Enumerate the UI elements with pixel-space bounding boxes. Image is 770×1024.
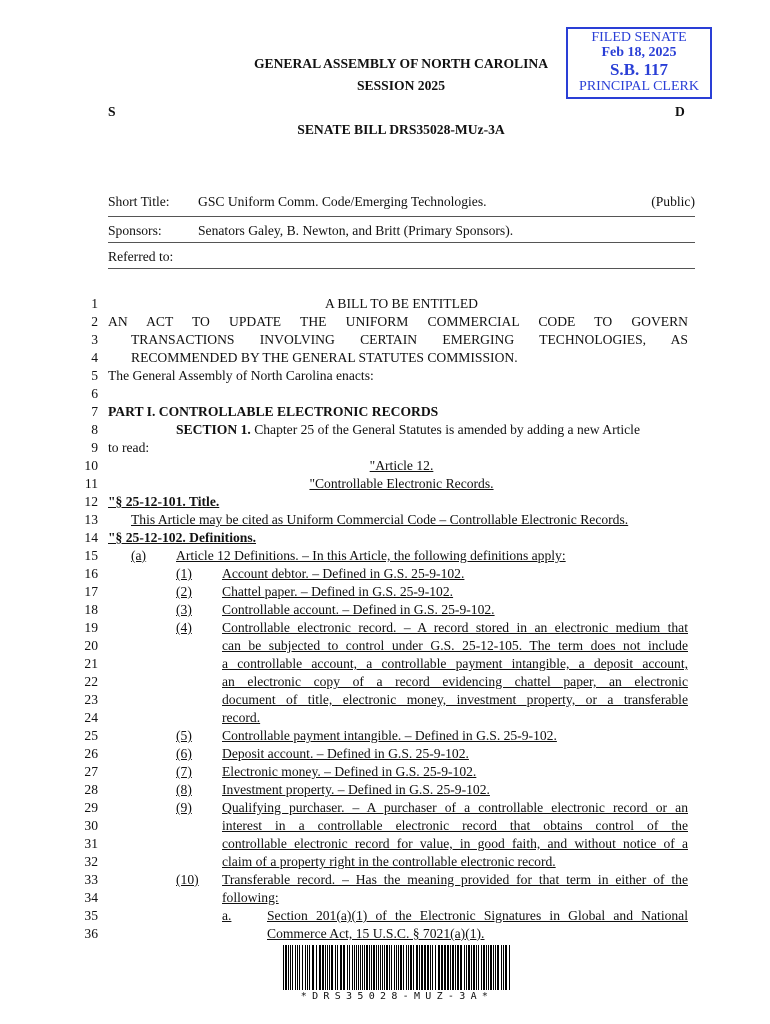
line-number: 28 — [84, 782, 98, 797]
barcode-bar — [490, 945, 492, 990]
barcode-bar — [349, 945, 350, 990]
chamber-code-left: S — [108, 104, 116, 119]
line-number: 2 — [91, 314, 98, 329]
barcode-bar — [497, 945, 499, 990]
barcode-bar — [302, 945, 303, 990]
line-number: 30 — [84, 818, 98, 833]
barcode-bar — [457, 945, 459, 990]
barcode-bar — [473, 945, 475, 990]
barcode-bar — [476, 945, 477, 990]
barcode-bar — [438, 945, 440, 990]
subitem-text: Commerce Act, 15 U.S.C. § 7021(a)(1). — [267, 926, 485, 941]
line-number: 18 — [84, 602, 98, 617]
line-number: 17 — [84, 584, 98, 599]
barcode-bar — [460, 945, 462, 990]
definition-text: following: — [222, 890, 279, 905]
line-number: 14 — [84, 530, 98, 545]
line-number: 23 — [84, 692, 98, 707]
barcode-bar — [283, 945, 284, 990]
barcode-bar — [455, 945, 456, 990]
barcode-bar — [466, 945, 467, 990]
article-number: "Article 12. — [369, 458, 434, 473]
line-number: 10 — [84, 458, 98, 473]
line-number: 22 — [84, 674, 98, 689]
definition-text: record. — [222, 710, 261, 725]
line-number: 19 — [84, 620, 98, 635]
definition-text: Controllable account. – Defined in G.S. 25-9-102. — [222, 602, 495, 617]
definition-text: a controllable account, a controllable payment intangible, a deposit account, — [222, 656, 688, 671]
line-number: 26 — [84, 746, 98, 761]
definition-text: Investment property. – Defined in G.S. 25-9-102. — [222, 782, 490, 797]
barcode-bar — [430, 945, 431, 990]
enacting-clause: The General Assembly of North Carolina enacts: — [108, 368, 374, 383]
definition-text: can be subjected to control under G.S. 25-12-105. The term does not include — [222, 638, 688, 653]
section-label: SECTION 1. — [176, 422, 251, 437]
article-title: "Controllable Electronic Records. — [309, 476, 494, 491]
subitem-text: Section 201(a)(1) of the Electronic Signatures in Global and National — [267, 908, 688, 923]
definition-number: (2) — [176, 584, 192, 599]
definition-number: (3) — [176, 602, 192, 617]
barcode-bar — [384, 945, 385, 990]
barcode-bar — [389, 945, 390, 990]
barcode-bar — [378, 945, 379, 990]
line-number: 11 — [84, 476, 98, 491]
barcode-bar — [394, 945, 395, 990]
barcode-bar — [288, 945, 289, 990]
line-number: 33 — [84, 872, 98, 887]
barcode-bar — [307, 945, 308, 990]
barcode-bar — [509, 945, 510, 990]
barcode-bar — [421, 945, 423, 990]
barcode-bar — [478, 945, 479, 990]
stamp-date: Feb 18, 2025 — [601, 45, 677, 61]
definition-number: (5) — [176, 728, 192, 743]
barcode-bar — [427, 945, 429, 990]
barcode-bar — [432, 945, 433, 990]
barcode-bar — [486, 945, 487, 990]
barcode-bar — [400, 945, 402, 990]
barcode-bar — [369, 945, 370, 990]
definition-text: Account debtor. – Defined in G.S. 25-9-102. — [222, 566, 465, 581]
line-number: 5 — [91, 368, 98, 383]
line-number: 27 — [84, 764, 98, 779]
barcode-bar — [503, 945, 504, 990]
stamp-clerk: PRINCIPAL CLERK — [579, 79, 699, 95]
barcode-bar — [505, 945, 507, 990]
barcode-bar — [305, 945, 306, 990]
line-number: 16 — [84, 566, 98, 581]
definition-text: interest in a controllable electronic record that obtains control of the — [222, 818, 688, 833]
barcode-bar — [447, 945, 449, 990]
line-number: 29 — [84, 800, 98, 815]
line-number: 34 — [84, 890, 98, 905]
barcode-bar — [309, 945, 310, 990]
barcode-bar — [403, 945, 404, 990]
barcode-bar — [373, 945, 375, 990]
line-number: 7 — [91, 404, 98, 419]
barcode-bar — [356, 945, 357, 990]
barcode-bar — [408, 945, 409, 990]
line-number: 25 — [84, 728, 98, 743]
line-number: 6 — [91, 386, 98, 401]
divider — [108, 242, 695, 243]
barcode-bar — [419, 945, 420, 990]
definition-text: Electronic money. – Defined in G.S. 25-9-102. — [222, 764, 477, 779]
bill-title: A BILL TO BE ENTITLED — [324, 296, 479, 311]
barcode-bar — [354, 945, 355, 990]
definition-number: (8) — [176, 782, 192, 797]
line-number: 31 — [84, 836, 98, 851]
barcode-bar — [471, 945, 472, 990]
definition-text: Controllable payment intangible. – Defined in G.S. 25-9-102. — [222, 728, 557, 743]
stamp-filed-label: FILED SENATE — [591, 30, 687, 45]
short-title-label: Short Title: — [108, 194, 170, 209]
barcode-bar — [322, 945, 324, 990]
session-heading: SESSION 2025 — [356, 78, 445, 93]
barcode-bar — [483, 945, 485, 990]
barcode-bar — [362, 945, 363, 990]
barcode-bar — [364, 945, 365, 990]
barcode-bar — [382, 945, 383, 990]
statute-text: This Article may be cited as Uniform Commercial Code – Controllable Electronic Records. — [131, 512, 629, 527]
definition-number: (9) — [176, 800, 192, 815]
subsection-text: Article 12 Definitions. – In this Article, the following definitions apply: — [176, 548, 566, 563]
barcode-bar — [450, 945, 451, 990]
barcode-bar — [410, 945, 412, 990]
part-heading: PART I. CONTROLLABLE ELECTRONIC RECORDS — [108, 404, 439, 419]
barcode-bar — [468, 945, 470, 990]
barcode-bar — [391, 945, 392, 990]
sponsors-value: Senators Galey, B. Newton, and Britt (Primary Sponsors). — [198, 223, 514, 238]
definition-text: Transferable record. – Has the meaning provided for that term in either of the — [222, 872, 688, 887]
barcode-bar — [366, 945, 368, 990]
barcode-bar — [416, 945, 418, 990]
line-number: 24 — [84, 710, 98, 725]
line-number: 8 — [91, 422, 98, 437]
line-number: 4 — [91, 350, 98, 365]
referred-label: Referred to: — [108, 249, 174, 264]
definition-text: an electronic copy of a record evidencing chattel paper, an electronic — [222, 674, 688, 689]
barcode-bar — [295, 945, 296, 990]
stamp-bill-number: S.B. 117 — [609, 59, 669, 79]
barcode-bar — [371, 945, 372, 990]
definition-text: document of title, electronic money, investment property, or a transferable — [222, 692, 688, 707]
barcode-bar — [299, 945, 300, 990]
barcode-bar — [352, 945, 353, 990]
barcode-bar — [285, 945, 287, 990]
barcode-bar — [327, 945, 328, 990]
assembly-heading: GENERAL ASSEMBLY OF NORTH CAROLINA — [253, 56, 549, 71]
barcode-bar — [347, 945, 348, 990]
barcode-bar — [312, 945, 314, 990]
act-title-line: TRANSACTIONS INVOLVING CERTAIN EMERGING TECHNOLOGIES, AS — [131, 332, 688, 347]
barcode-bar — [335, 945, 336, 990]
barcode-bar — [386, 945, 388, 990]
statute-heading: "§ 25-12-102. Definitions. — [108, 530, 257, 545]
short-title-value: GSC Uniform Comm. Code/Emerging Technologies. — [198, 194, 487, 209]
subsection-marker: (a) — [131, 548, 147, 563]
line-number: 20 — [84, 638, 98, 653]
barcode-bar — [441, 945, 443, 990]
subitem-marker: a. — [222, 908, 232, 923]
barcode-bar — [398, 945, 399, 990]
act-title-line: AN ACT TO UPDATE THE UNIFORM COMMERCIAL CODE TO GOVERN — [108, 314, 688, 329]
barcode-bar — [464, 945, 465, 990]
public-label: (Public) — [651, 194, 695, 209]
barcode-bar — [493, 945, 494, 990]
line-number: 32 — [84, 854, 98, 869]
definition-number: (10) — [176, 872, 199, 887]
definition-number: (6) — [176, 746, 192, 761]
barcode-text: *DRS35028-MUZ-3A* — [300, 991, 494, 1002]
line-number: 35 — [84, 908, 98, 923]
barcode-bar — [424, 945, 426, 990]
barcode-bar — [376, 945, 377, 990]
line-number: 3 — [91, 332, 98, 347]
definition-number: (4) — [176, 620, 192, 635]
barcode-bar — [444, 945, 446, 990]
barcode-bar — [406, 945, 407, 990]
act-title-line: RECOMMENDED BY THE GENERAL STATUTES COMMISSION. — [131, 350, 518, 365]
barcode-bar — [413, 945, 414, 990]
barcode-bar — [292, 945, 293, 990]
barcode-bar — [358, 945, 359, 990]
line-number: 1 — [91, 296, 98, 311]
barcode-bar — [488, 945, 489, 990]
definition-text: Controllable electronic record. – A record stored in an electronic medium that — [222, 620, 688, 635]
line-number: 13 — [84, 512, 98, 527]
barcode-bar — [331, 945, 333, 990]
barcode-bar — [290, 945, 291, 990]
barcode-bar — [337, 945, 338, 990]
definition-text: Qualifying purchaser. – A purchaser of a controllable electronic record or an — [222, 800, 688, 815]
barcode-bar — [316, 945, 317, 990]
divider — [108, 216, 695, 217]
sponsors-label: Sponsors: — [108, 223, 162, 238]
divider — [108, 268, 695, 269]
section-text: to read: — [108, 440, 150, 455]
bill-identifier: SENATE BILL DRS35028-MUz-3A — [297, 122, 505, 137]
line-number: 21 — [84, 656, 98, 671]
barcode-bar — [435, 945, 436, 990]
line-number: 9 — [91, 440, 98, 455]
definition-text: Chattel paper. – Defined in G.S. 25-9-102. — [222, 584, 454, 599]
definition-text: controllable electronic record for value, in good faith, and without notice of a — [222, 836, 688, 851]
barcode-bar — [329, 945, 330, 990]
line-number: 15 — [84, 548, 98, 563]
definition-number: (1) — [176, 566, 192, 581]
barcode-bar — [297, 945, 298, 990]
barcode-bar — [452, 945, 454, 990]
barcode-bar — [319, 945, 321, 990]
statute-heading: "§ 25-12-101. Title. — [108, 494, 220, 509]
barcode — [282, 945, 512, 990]
barcode-bar — [396, 945, 397, 990]
section-text — [176, 422, 640, 438]
line-number: 36 — [84, 926, 98, 941]
barcode-bar — [343, 945, 345, 990]
barcode-bar — [495, 945, 496, 990]
barcode-bar — [380, 945, 381, 990]
definition-text: claim of a property right in the controllable electronic record. — [222, 854, 556, 869]
barcode-bar — [481, 945, 482, 990]
barcode-bar — [360, 945, 361, 990]
section-body: Chapter 25 of the General Statutes is amended by adding a new Article — [250, 422, 640, 437]
barcode-bar — [340, 945, 342, 990]
barcode-bar — [325, 945, 326, 990]
definition-text: Deposit account. – Defined in G.S. 25-9-102. — [222, 746, 469, 761]
definition-number: (7) — [176, 764, 192, 779]
chamber-code-right: D — [675, 104, 685, 119]
line-number: 12 — [84, 494, 98, 509]
barcode-bar — [501, 945, 502, 990]
